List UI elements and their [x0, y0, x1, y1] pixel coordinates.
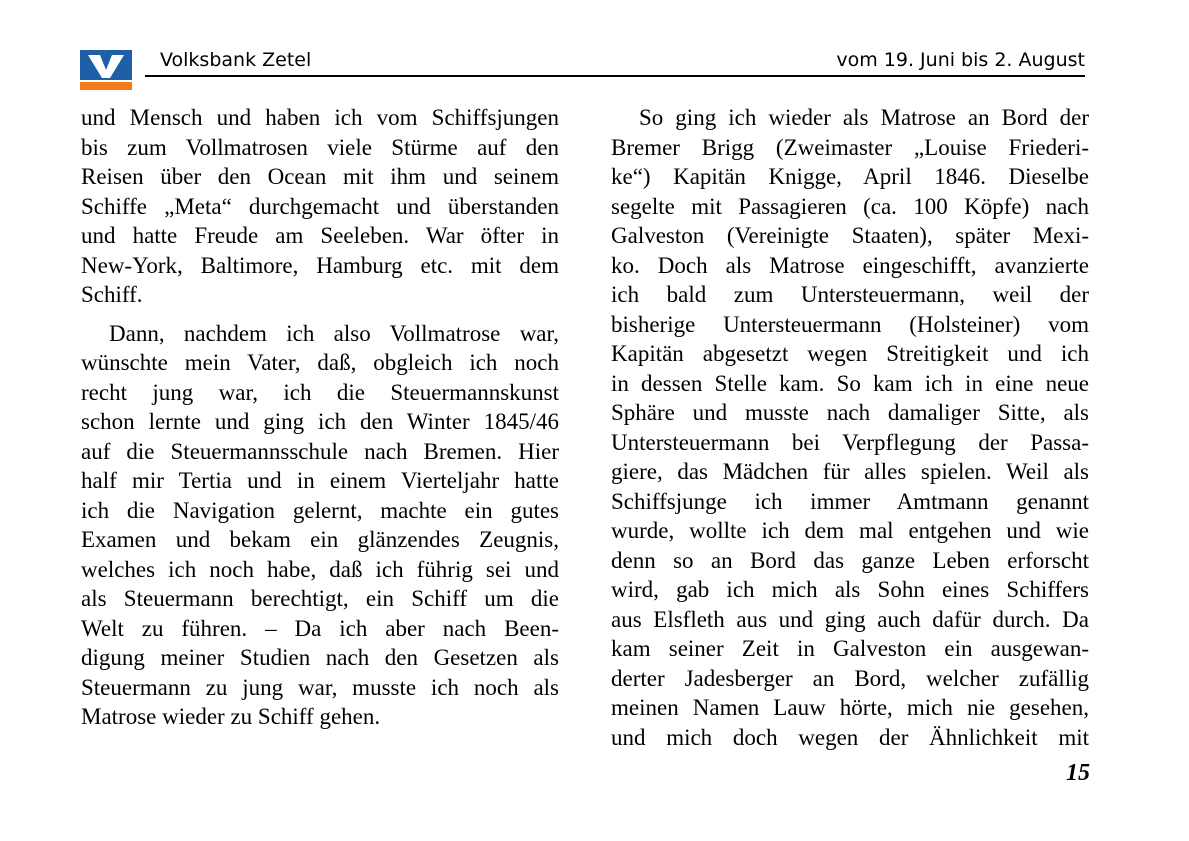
text-line: wurde, wollte ich dem mal entgehen und wie: [611, 518, 1089, 543]
text-line: wird, gab ich mich als Sohn eines Schiffers: [611, 577, 1089, 602]
text-line: Schiffsjunge ich immer Amtmann genannt: [611, 488, 1089, 514]
paragraph: [81, 319, 559, 732]
header-divider: [145, 75, 1085, 77]
text-line: Untersteuermann bei Verpflegung der Passa-: [611, 429, 1089, 455]
text-line: recht jung war, ich die Steuermannskunst: [81, 379, 559, 405]
text-line: wünschte mein Vater, daß, obgleich ich noch: [81, 350, 559, 375]
text-line: denn so an Bord das ganze Leben erforscht: [611, 547, 1089, 573]
text-line: Reisen über den Ocean mit ihm und seinem: [81, 164, 559, 189]
text-line: und Mensch und haben ich vom Schiffsjungen: [81, 105, 559, 130]
text-line: ich bald zum Untersteuermann, weil der: [611, 282, 1089, 307]
text-line: ke“) Kapitän Knigge, April 1846. Dieselbe: [611, 164, 1089, 189]
text-line: digung meiner Studien nach den Gesetzen als: [81, 645, 559, 670]
text-line: Bremer Brigg (Zweimaster „Louise Friederi-: [611, 134, 1089, 160]
text-line: derter Jadesberger an Bord, welcher zufällig: [611, 665, 1089, 691]
text-line: ich die Navigation gelernt, machte ein gutes: [81, 497, 559, 523]
text-line: So ging ich wieder als Matrose an Bord der: [639, 105, 1089, 130]
text-line: Welt zu führen. – Da ich aber nach Been-: [81, 615, 559, 641]
paragraph: [81, 103, 559, 310]
text-line: Kapitän abgesetzt wegen Streitigkeit und ich: [611, 341, 1089, 366]
text-line: segelte mit Passagieren (ca. 100 Köpfe) nach: [611, 193, 1089, 219]
text-line: auf die Steuermannsschule nach Bremen. Hier: [81, 438, 559, 464]
paragraph-gap: [81, 310, 559, 319]
left-text-column: [81, 103, 559, 732]
text-line: bis zum Vollmatrosen viele Stürme auf den: [81, 134, 559, 160]
text-line: kam seiner Zeit in Galveston ein ausgewan-: [611, 636, 1089, 661]
paragraph: [611, 103, 1089, 752]
text-line: Galveston (Vereinigte Staaten), später Mexi-: [611, 223, 1089, 248]
text-line: und mich doch wegen der Ähnlichkeit mit: [611, 724, 1089, 750]
text-line: welches ich noch habe, daß ich führig sei und: [81, 556, 559, 582]
text-line: ko. Doch als Matrose eingeschifft, avanzierte: [611, 252, 1089, 278]
header-date-range: vom 19. Juni bis 2. August: [836, 49, 1085, 71]
text-line: Matrose wieder zu Schiff gehen.: [81, 704, 381, 729]
volksbank-logo-icon: [80, 50, 132, 90]
text-line: Steuermann zu jung war, musste ich noch als: [81, 674, 559, 700]
text-line: Schiffe „Meta“ durchgemacht und überstanden: [81, 193, 559, 219]
text-line: und hatte Freude am Seeleben. War öfter in: [81, 223, 559, 248]
right-text-column: [611, 103, 1089, 752]
text-line: bisherige Untersteuermann (Holsteiner) vom: [611, 311, 1089, 337]
text-line: Schiff.: [81, 282, 143, 307]
text-line: Examen und bekam ein glänzendes Zeugnis,: [81, 527, 559, 552]
text-line: Dann, nachdem ich also Vollmatrose war,: [109, 320, 559, 346]
text-line: giere, das Mädchen für alles spielen. Weil als: [611, 459, 1089, 484]
text-line: schon lernte und ging ich den Winter 1845/46: [81, 409, 559, 434]
text-line: meinen Namen Lauw hörte, mich nie gesehen,: [611, 695, 1089, 720]
text-line: Sphäre und musste nach damaliger Sitte, als: [611, 400, 1089, 425]
header-bank-name: Volksbank Zetel: [160, 49, 312, 71]
text-line: in dessen Stelle kam. So kam ich in eine neue: [611, 370, 1089, 396]
text-line: New-York, Baltimore, Hamburg etc. mit dem: [81, 252, 559, 278]
page-number: 15: [1066, 760, 1090, 786]
text-line: aus Elsfleth aus und ging auch dafür durch. Da: [611, 606, 1089, 632]
text-line: als Steuermann berechtigt, ein Schiff um die: [81, 586, 559, 611]
text-line: half mir Tertia und in einem Vierteljahr hatte: [81, 468, 559, 493]
